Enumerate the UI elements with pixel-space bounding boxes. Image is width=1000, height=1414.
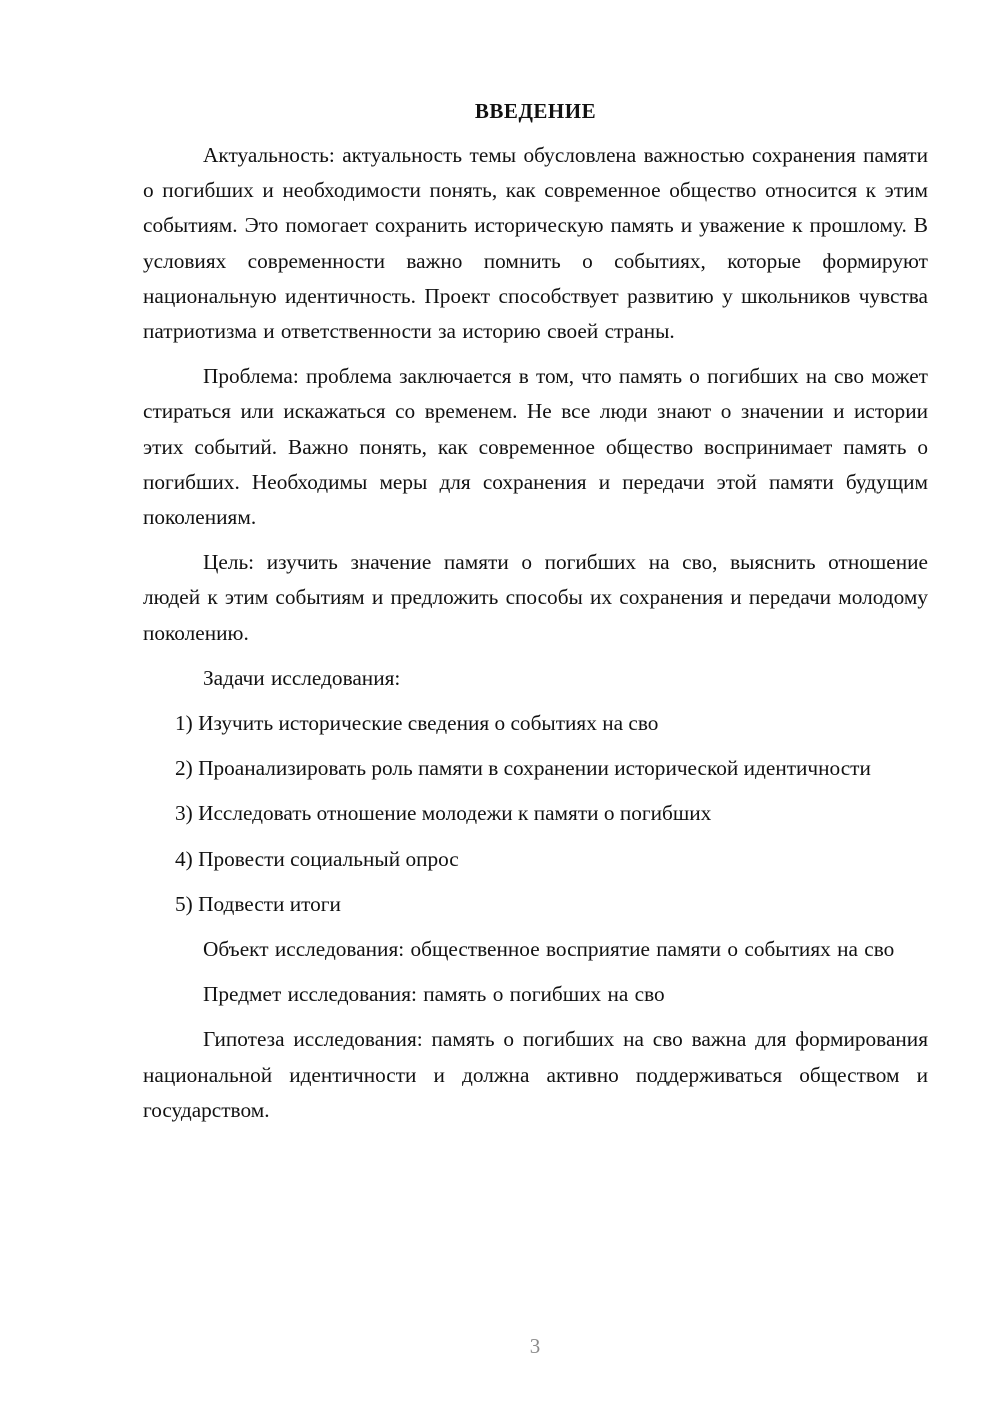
paragraph-problem: Проблема: проблема заключается в том, что память о погибших на сво может стираться или искажаться со временем. Не все люди знают о значении и истории этих событий. Важно понять, как современное общество воспринимает память о погибших. Необходимы меры для сохранения и передачи этой памяти будущим поколениям.: [143, 364, 928, 530]
paragraph-hypothesis: Гипотеза исследования: память о погибших на сво важна для формирования национальной идентичности и должна активно поддерживаться обществом и государством.: [143, 1027, 928, 1122]
section-title: ВВЕДЕНИЕ: [474, 99, 597, 123]
task-item-3: 3) Исследовать отношение молодежи к памяти о погибших: [175, 801, 712, 826]
task-item-1: 1) Изучить исторические сведения о событиях на сво: [175, 711, 659, 736]
task-item-2: 2) Проанализировать роль памяти в сохранении исторической идентичности: [175, 756, 871, 781]
document-page: [143, 96, 928, 1138]
paragraph-relevance: Актуальность: актуальность темы обусловлена важностью сохранения памяти о погибших и необходимости понять, как современное общество относится к этим событиям. Это помогает сохранить историческую память и уважение к прошлому. В условиях современности важно помнить о событиях, которые формируют национальную идентичность. Проект способствует развитию у школьников чувства патриотизма и ответственности за историю своей страны.: [143, 143, 928, 344]
task-item-4: 4) Провести социальный опрос: [175, 846, 459, 871]
task-item-5: 5) Подвести итоги: [175, 891, 341, 916]
tasks-heading: Задачи исследования:: [203, 665, 401, 690]
page-number: 3: [529, 1334, 541, 1358]
paragraph-goal: Цель: изучить значение памяти о погибших на сво, выяснить отношение людей к этим событиям и предложить способы их сохранения и передачи молодому поколению.: [143, 550, 928, 645]
paragraph-object: Объект исследования: общественное восприятие памяти о событиях на сво: [203, 937, 895, 962]
paragraph-subject: Предмет исследования: память о погибших на сво: [203, 982, 665, 1007]
